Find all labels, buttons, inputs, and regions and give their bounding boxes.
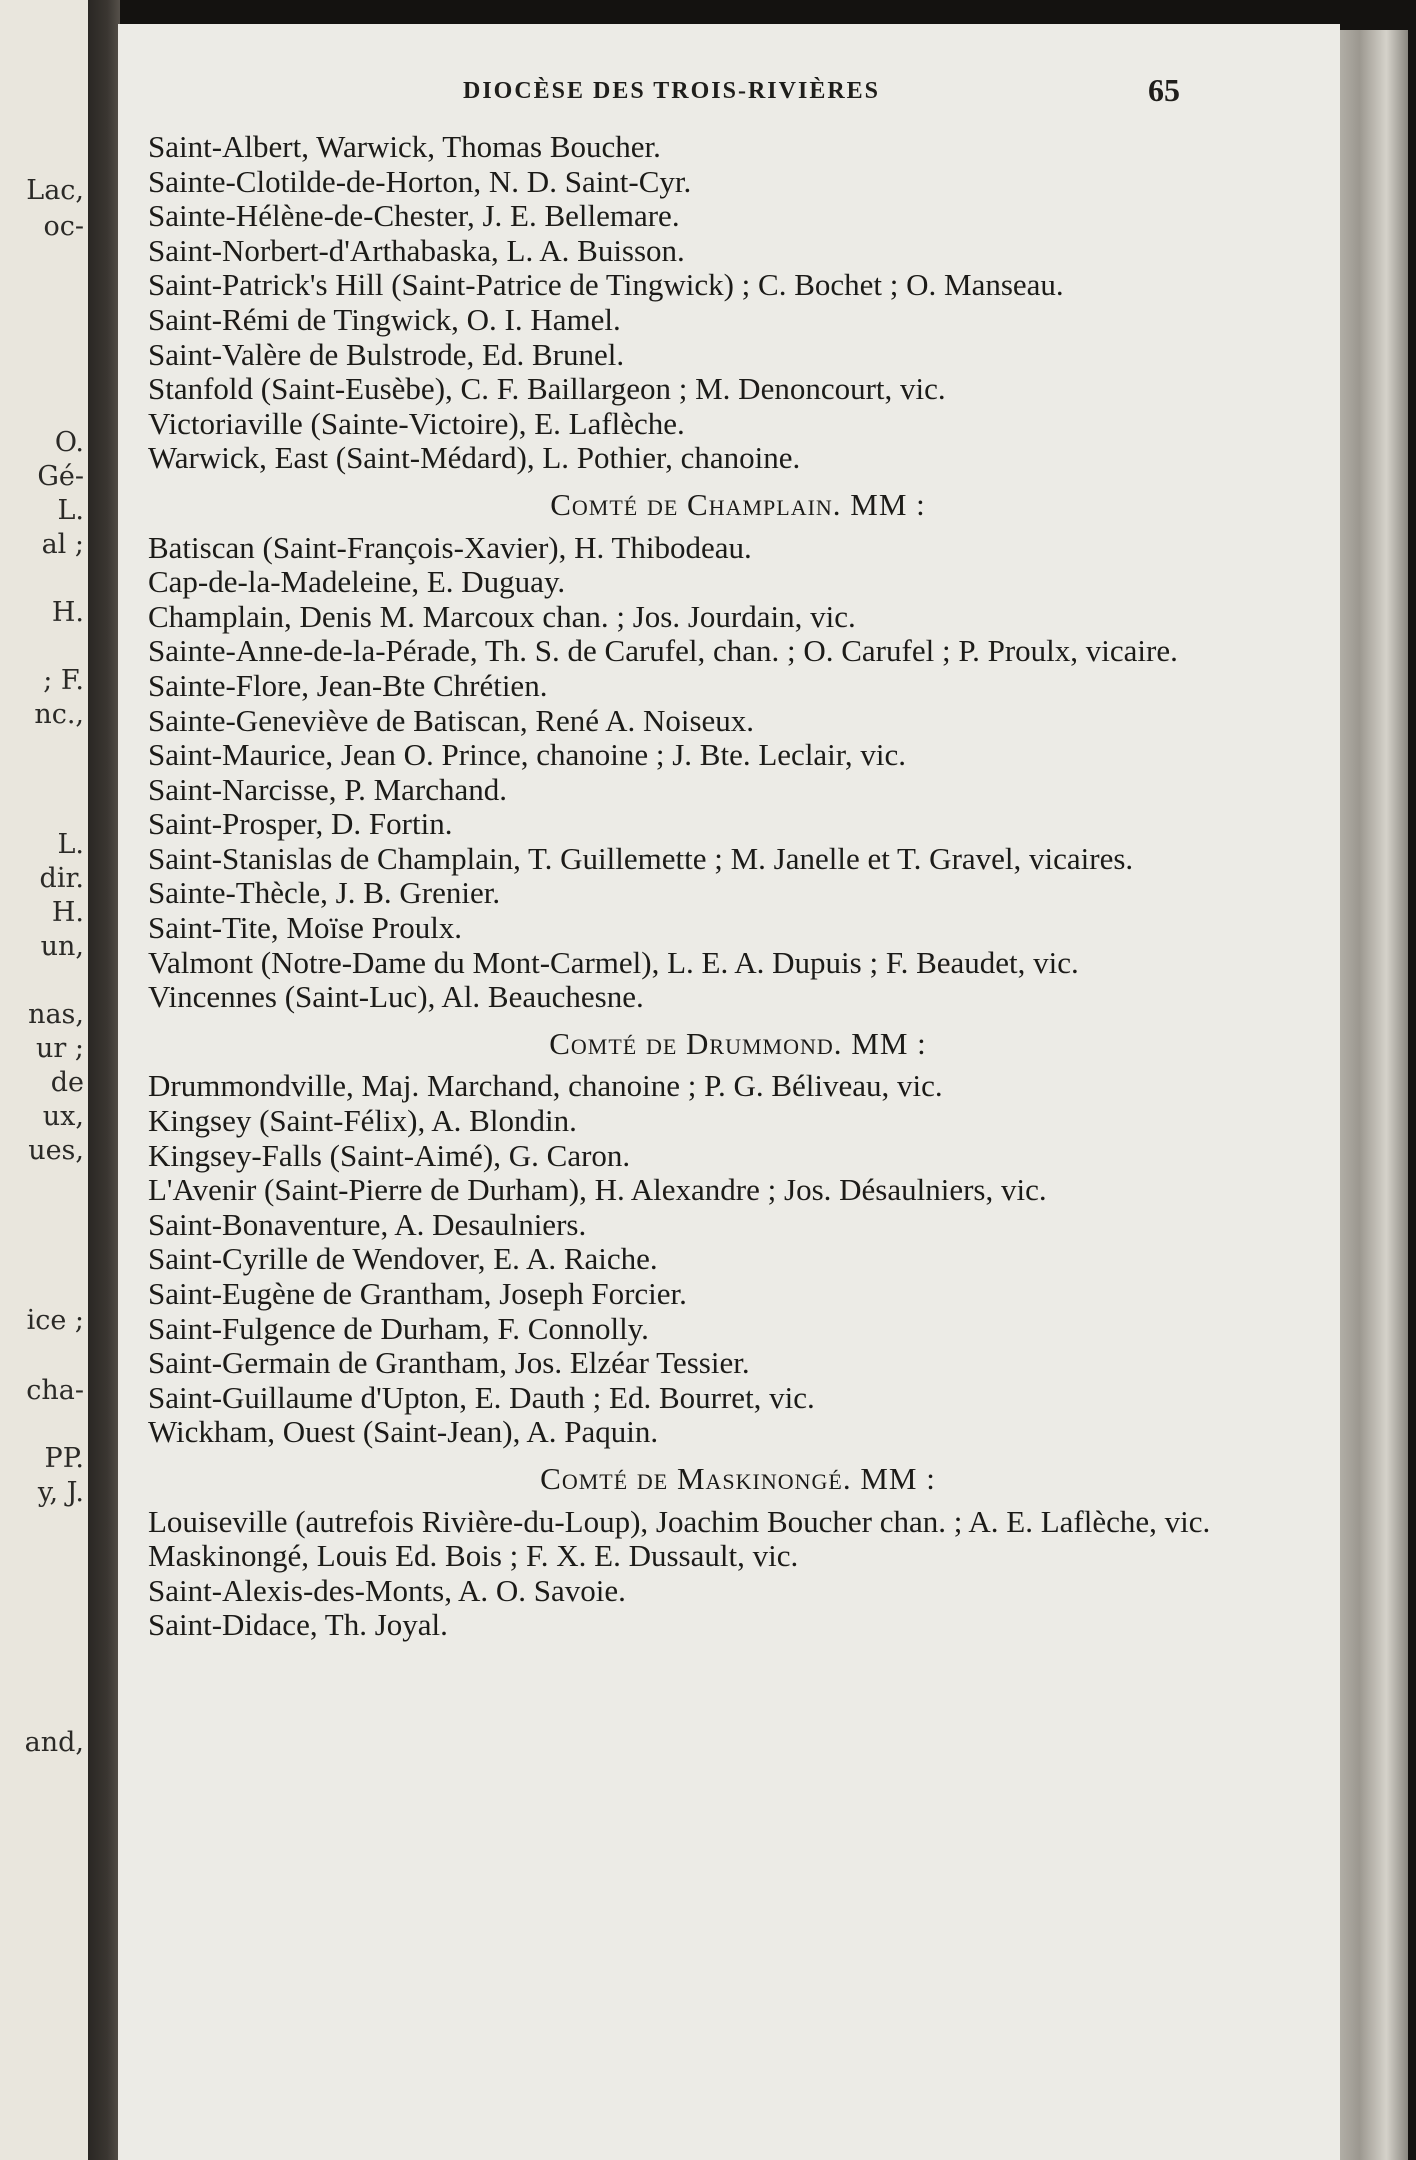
parish-entry: Victoriaville (Sainte-Victoire), E. Laflèche.: [148, 405, 685, 441]
facing-page-fragment: and,: [24, 1727, 84, 1758]
parish-entry: Sainte-Hélène-de-Chester, J. E. Bellemare.: [148, 198, 680, 234]
facing-page-fragment: ur ;: [36, 1033, 84, 1064]
facing-page-fragment: H.: [51, 597, 84, 628]
county-heading: Comté de Maskinongé. MM :: [540, 1460, 936, 1496]
running-title: DIOCÈSE DES TROIS-RIVIÈRES: [463, 78, 881, 104]
parish-entry: Sainte-Clotilde-de-Horton, N. D. Saint-Cyr.: [148, 163, 692, 199]
facing-page-fragment: oc-: [43, 211, 84, 242]
parish-entry: Saint-Rémi de Tingwick, O. I. Hamel.: [148, 301, 621, 337]
parish-entry: Vincennes (Saint-Luc), Al. Beauchesne.: [148, 979, 644, 1015]
facing-page-fragment: y, J.: [37, 1477, 84, 1508]
page-number: 65: [1148, 72, 1180, 108]
parish-entry: Saint-Maurice, Jean O. Prince, chanoine ; J. Bte. Leclair, vic.: [148, 737, 907, 773]
parish-entry: Saint-Norbert-d'Arthabaska, L. A. Buisson.: [148, 232, 685, 268]
parish-entry: Saint-Patrick's Hill (Saint-Patrice de Tingwick) ; C. Bochet ; O. Manseau.: [148, 267, 1064, 303]
parish-entry: L'Avenir (Saint-Pierre de Durham), H. Alexandre ; Jos. Désaulniers, vic.: [148, 1172, 1047, 1208]
parish-entry: Maskinongé, Louis Ed. Bois ; F. X. E. Dussault, vic.: [148, 1538, 799, 1574]
parish-entry: Champlain, Denis M. Marcoux chan. ; Jos. Jourdain, vic.: [148, 598, 856, 634]
facing-page-fragment: ice ;: [26, 1305, 84, 1336]
facing-page-fragment: un,: [40, 931, 84, 962]
parish-entry: Saint-Valère de Bulstrode, Ed. Brunel.: [148, 336, 625, 372]
parish-entry: Sainte-Geneviève de Batiscan, René A. Noiseux.: [148, 702, 755, 738]
facing-page-fragment: cha-: [26, 1375, 84, 1406]
parish-entry: Saint-Cyrille de Wendover, E. A. Raiche.: [148, 1241, 658, 1277]
parish-entry: Drummondville, Maj. Marchand, chanoine ; P. G. Béliveau, vic.: [148, 1068, 943, 1104]
parish-entry: Saint-Narcisse, P. Marchand.: [148, 771, 507, 807]
book-page: [118, 24, 1340, 2160]
parish-entry: Batiscan (Saint-François-Xavier), H. Thibodeau.: [148, 529, 752, 565]
facing-page: [0, 0, 92, 2160]
parish-entry: Saint-Fulgence de Durham, F. Connolly.: [148, 1310, 649, 1346]
parish-entry: Valmont (Notre-Dame du Mont-Carmel), L. E. A. Dupuis ; F. Beaudet, vic.: [148, 944, 1079, 980]
parish-entry: Wickham, Ouest (Saint-Jean), A. Paquin.: [148, 1414, 659, 1450]
parish-entry: Saint-Alexis-des-Monts, A. O. Savoie.: [148, 1572, 626, 1608]
facing-page-fragment: ues,: [28, 1135, 84, 1166]
parish-entry: Sainte-Flore, Jean-Bte Chrétien.: [148, 667, 548, 703]
parish-entry: Saint-Guillaume d'Upton, E. Dauth ; Ed. Bourret, vic.: [148, 1379, 815, 1415]
parish-entry: Sainte-Thècle, J. B. Grenier.: [148, 875, 501, 911]
parish-entry: Stanfold (Saint-Eusèbe), C. F. Baillargeon ; M. Denoncourt, vic.: [148, 371, 946, 407]
directory-listing: [148, 130, 1258, 1643]
parish-entry: Saint-Prosper, D. Fortin.: [148, 806, 453, 842]
county-heading: Comté de Champlain. MM :: [550, 486, 926, 522]
facing-page-fragment: PP.: [44, 1443, 84, 1474]
facing-page-fragment: de: [50, 1067, 84, 1098]
county-heading: Comté de Drummond. MM :: [549, 1025, 927, 1061]
facing-page-fragment: L.: [57, 829, 84, 860]
parish-entry: Saint-Albert, Warwick, Thomas Boucher.: [148, 129, 661, 164]
parish-entry: Warwick, East (Saint-Médard), L. Pothier, chanoine.: [148, 440, 801, 476]
book-gutter: [88, 0, 120, 2160]
facing-page-fragment: Lac,: [26, 175, 84, 206]
parish-entry: Saint-Didace, Th. Joyal.: [148, 1607, 448, 1643]
facing-page-fragment: L.: [57, 495, 84, 526]
parish-entry: Kingsey-Falls (Saint-Aimé), G. Caron.: [148, 1137, 631, 1173]
parish-entry: Saint-Eugène de Grantham, Joseph Forcier.: [148, 1276, 687, 1311]
facing-page-fragment: Gé-: [37, 461, 84, 492]
page-header: [118, 72, 1340, 116]
facing-page-fragment: O.: [54, 427, 84, 458]
parish-entry: Saint-Tite, Moïse Proulx.: [148, 910, 463, 946]
facing-page-fragment: dir.: [39, 863, 84, 894]
facing-page-fragment: nc.,: [34, 699, 84, 730]
parish-entry: Louiseville (autrefois Rivière-du-Loup), Joachim Boucher chan. ; A. E. Laflèche, vic.: [148, 1503, 1211, 1539]
facing-page-fragment: nas,: [28, 999, 84, 1030]
parish-entry: Saint-Stanislas de Champlain, T. Guillemette ; M. Janelle et T. Gravel, vicaires.: [148, 840, 1134, 876]
facing-page-fragment: H.: [51, 897, 84, 928]
parish-entry: Sainte-Anne-de-la-Pérade, Th. S. de Carufel, chan. ; O. Carufel ; P. Proulx, vicaire.: [148, 633, 1178, 669]
parish-entry: Cap-de-la-Madeleine, E. Duguay.: [148, 564, 566, 600]
parish-entry: Kingsey (Saint-Félix), A. Blondin.: [148, 1103, 577, 1139]
facing-page-fragment: al ;: [41, 529, 84, 560]
facing-page-fragment: ux,: [42, 1101, 84, 1132]
parish-entry: Saint-Germain de Grantham, Jos. Elzéar Tessier.: [148, 1345, 750, 1381]
facing-page-fragment: ; F.: [43, 665, 84, 696]
parish-entry: Saint-Bonaventure, A. Desaulniers.: [148, 1206, 587, 1242]
